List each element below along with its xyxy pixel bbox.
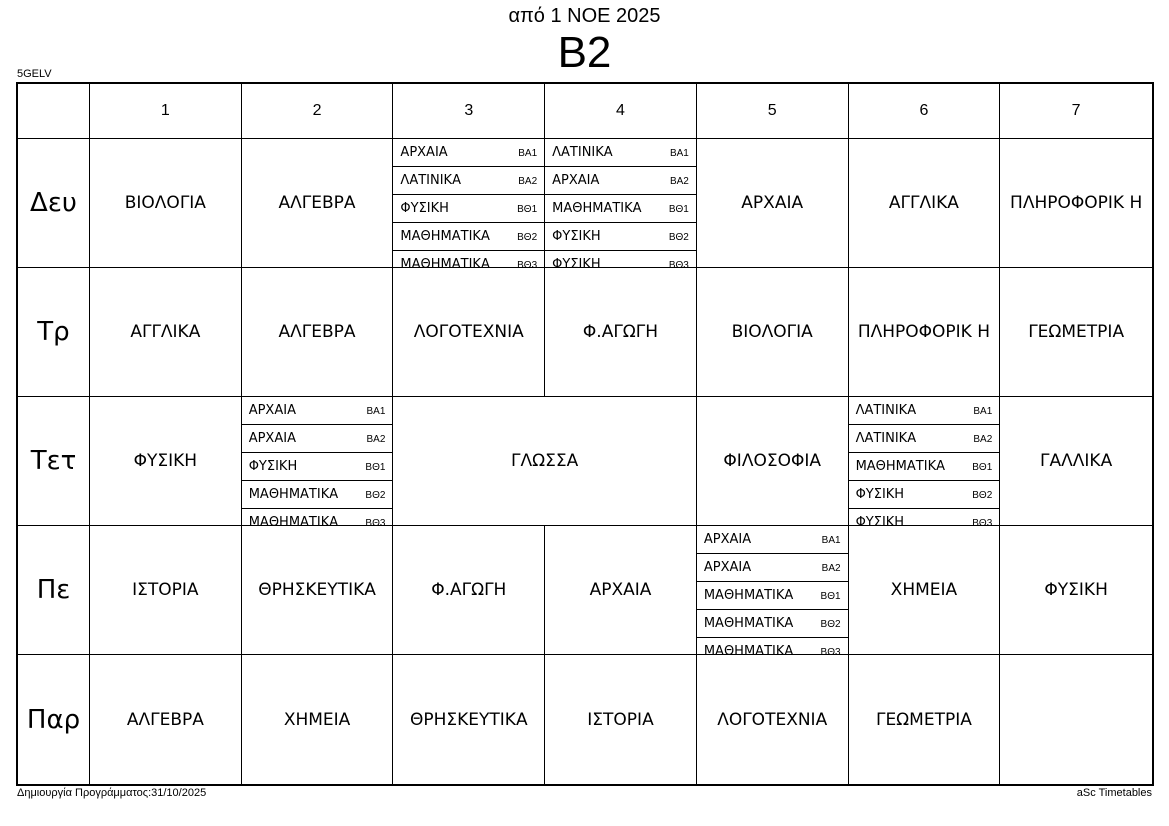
group-lesson [697,610,848,638]
lesson-cell: ΑΛΓΕΒΡΑ [242,139,394,268]
group-code: ΒΘ2 [820,619,841,630]
group-lesson [545,195,696,223]
subject-name: ΦΥΣΙΚΗ [552,256,601,268]
group-lesson [849,453,1000,481]
timetable-grid [16,82,1154,786]
subject-name: ΑΡΧΑΙΑ [248,430,296,446]
lesson-cell: ΓΛΩΣΣΑ [393,397,696,526]
class-code: 5GELV [17,68,52,80]
subject-name: ΜΑΘΗΜΑΤΙΚΑ [552,200,642,216]
day-label: Δευ [18,139,90,268]
lesson-cell: ΠΛΗΡΟΦΟΡΙΚ Η [849,268,1001,397]
group-code: ΒΘ3 [668,260,689,268]
subject-name: ΛΑΤΙΝΙΚΑ [855,430,917,446]
group-lesson [545,167,696,195]
group-code: ΒΘ1 [668,204,689,215]
subject-name: ΜΑΘΗΜΑΤΙΚΑ [703,587,794,603]
split-lesson-cell [849,397,1001,526]
lesson-cell: ΦΥΣΙΚΗ [1000,526,1152,655]
subject-name: ΛΑΤΙΝΙΚΑ [400,172,461,188]
group-lesson [393,251,544,268]
group-code: ΒΘ1 [820,591,841,602]
lesson-cell: ΓΕΩΜΕΤΡΙΑ [849,655,1001,784]
day-label: Τετ [18,397,90,526]
group-code: ΒΑ1 [973,406,993,417]
subject-name: ΦΥΣΙΚΗ [855,486,905,502]
lesson-cell: ΦΥΣΙΚΗ [90,397,242,526]
subject-name: ΑΡΧΑΙΑ [248,402,296,418]
group-code: ΒΘ1 [517,204,538,215]
group-lesson [849,397,1000,425]
group-code: ΒΑ2 [973,434,993,445]
split-lesson-cell [242,397,394,526]
subject-name: ΜΑΘΗΜΑΤΙΚΑ [400,256,490,268]
group-lesson [545,251,696,268]
lesson-cell: ΑΛΓΕΒΡΑ [90,655,242,784]
period-header: 6 [849,84,1001,139]
period-header: 2 [242,84,394,139]
lesson-cell: ΧΗΜΕΙΑ [242,655,394,784]
group-lesson [697,638,848,655]
group-lesson [242,509,393,526]
lesson-cell: ΘΡΗΣΚΕΥΤΙΚΑ [242,526,394,655]
subject-name: ΜΑΘΗΜΑΤΙΚΑ [703,615,794,631]
group-code: ΒΑ2 [669,176,689,187]
lesson-cell: ΓΑΛΛΙΚΑ [1000,397,1152,526]
lesson-cell: ΒΙΟΛΟΓΙΑ [697,268,849,397]
group-code: ΒΘ3 [820,647,841,655]
subject-name: ΜΑΘΗΜΑΤΙΚΑ [248,514,339,526]
group-code: ΒΘ3 [972,518,993,526]
group-code: ΒΑ2 [821,563,841,574]
group-code: ΒΑ2 [518,176,538,187]
creation-date: Δημιουργία Προγράμματος:31/10/2025 [17,787,207,799]
day-label: Τρ [18,268,90,397]
subject-name: ΦΥΣΙΚΗ [248,458,298,474]
group-code: ΒΘ2 [972,490,993,501]
group-code: ΒΑ1 [669,148,689,159]
group-code: ΒΑ1 [821,535,841,546]
software-credit: aSc Timetables [1076,787,1152,799]
lesson-cell: ΒΙΟΛΟΓΙΑ [90,139,242,268]
lesson-cell: ΑΛΓΕΒΡΑ [242,268,394,397]
group-lesson [697,526,848,554]
group-lesson [849,425,1000,453]
subject-name: ΦΥΣΙΚΗ [855,514,905,526]
period-header: 7 [1000,84,1152,139]
group-code: ΒΘ1 [365,462,386,473]
subject-name: ΑΡΧΑΙΑ [703,531,752,547]
group-code: ΒΑ1 [518,148,538,159]
group-code: ΒΘ2 [517,232,538,243]
lesson-cell: ΙΣΤΟΡΙΑ [545,655,697,784]
period-header: 5 [697,84,849,139]
period-header: 4 [545,84,697,139]
lesson-cell: ΛΟΓΟΤΕΧΝΙΑ [393,268,545,397]
group-lesson [697,582,848,610]
lesson-cell: ΑΡΧΑΙΑ [697,139,849,268]
page-title: B2 [557,28,612,77]
split-lesson-cell [545,139,697,268]
subject-name: ΜΑΘΗΜΑΤΙΚΑ [855,458,945,474]
subject-name: ΜΑΘΗΜΑΤΙΚΑ [248,486,339,502]
lesson-cell: ΘΡΗΣΚΕΥΤΙΚΑ [393,655,545,784]
day-label: Παρ [18,655,90,784]
group-code: ΒΘ2 [668,232,689,243]
group-lesson [393,167,544,195]
lesson-cell: ΦΙΛΟΣΟΦΙΑ [697,397,849,526]
group-lesson [697,554,848,582]
subject-name: ΦΥΣΙΚΗ [400,200,449,216]
group-lesson [242,453,393,481]
subject-name: ΑΡΧΑΙΑ [552,172,600,188]
subject-name: ΜΑΘΗΜΑΤΙΚΑ [400,228,490,244]
corner-cell [18,84,90,139]
group-code: ΒΑ2 [366,434,386,445]
group-code: ΒΘ1 [972,462,993,473]
group-code: ΒΘ2 [365,490,386,501]
lesson-cell: ΑΓΓΛΙΚΑ [90,268,242,397]
group-code: ΒΘ3 [365,518,386,526]
page-subtitle: από 1 ΝΟΕ 2025 [508,5,661,27]
group-code: ΒΘ3 [517,260,538,268]
day-label: Πε [18,526,90,655]
group-code: ΒΑ1 [366,406,386,417]
lesson-cell: ΛΟΓΟΤΕΧΝΙΑ [697,655,849,784]
lesson-cell: ΑΡΧΑΙΑ [545,526,697,655]
group-lesson [393,223,544,251]
lesson-cell: ΙΣΤΟΡΙΑ [90,526,242,655]
subject-name: ΛΑΤΙΝΙΚΑ [552,144,613,160]
lesson-cell: Φ.ΑΓΩΓΗ [545,268,697,397]
subject-name: ΑΡΧΑΙΑ [703,559,752,575]
subject-name: ΛΑΤΙΝΙΚΑ [855,402,917,418]
lesson-cell: ΓΕΩΜΕΤΡΙΑ [1000,268,1152,397]
group-lesson [849,509,1000,526]
period-header: 1 [90,84,242,139]
group-lesson [545,223,696,251]
group-lesson [242,397,393,425]
group-lesson [242,481,393,509]
subject-name: ΑΡΧΑΙΑ [400,144,448,160]
lesson-cell: ΠΛΗΡΟΦΟΡΙΚ Η [1000,139,1152,268]
period-header: 3 [393,84,545,139]
subject-name: ΦΥΣΙΚΗ [552,228,601,244]
lesson-cell: ΑΓΓΛΙΚΑ [849,139,1001,268]
lesson-cell: ΧΗΜΕΙΑ [849,526,1001,655]
split-lesson-cell [393,139,545,268]
group-lesson [393,195,544,223]
lesson-cell: Φ.ΑΓΩΓΗ [393,526,545,655]
group-lesson [242,425,393,453]
group-lesson [393,139,544,167]
group-lesson [545,139,696,167]
split-lesson-cell [697,526,849,655]
empty-cell [1000,655,1152,784]
subject-name: ΜΑΘΗΜΑΤΙΚΑ [703,643,794,655]
group-lesson [849,481,1000,509]
